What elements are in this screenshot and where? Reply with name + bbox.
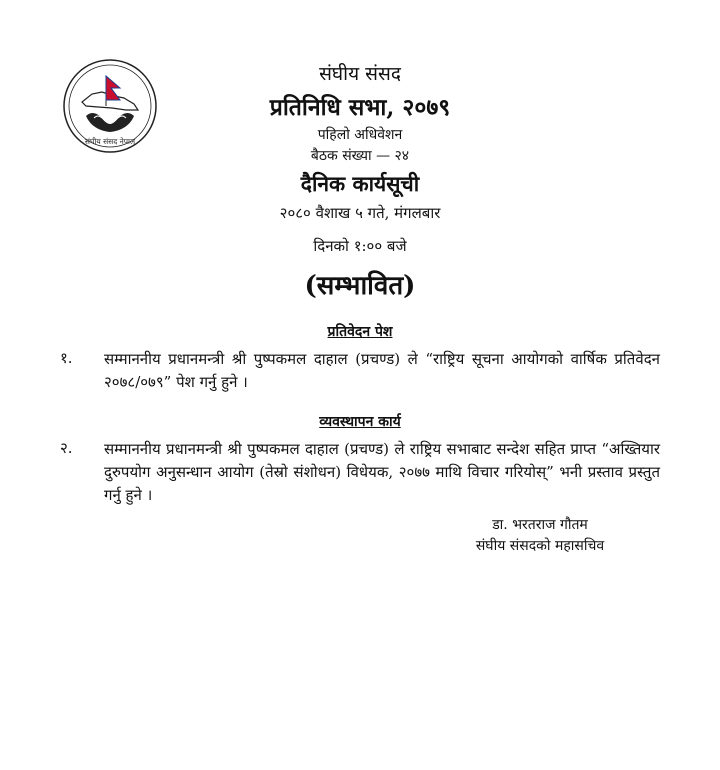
agenda-item-text: सम्माननीय प्रधानमन्त्री श्री पुष्पकमल दाहाल (प्रचण्ड) ले राष्ट्रिय सभाबाट सन्देश सहित प्राप्त “अख्तियार दुरुपयोग अनुसन्धान आयोग (तेस्रो संशोधन) विधेयक, २०७७ माथि विचार गरियोस्” भनी प्रस्ताव प्रस्तुत गर्नु हुने ।: [104, 440, 660, 504]
agenda-item-number: १.: [60, 349, 73, 367]
logo-caption: संघीय संसद नेपाल: [84, 137, 136, 146]
meeting-time: दिनको १:०० बजे: [313, 237, 407, 255]
parliament-name: संघीय संसद: [319, 63, 401, 85]
agenda-item-number: २.: [60, 439, 73, 457]
meeting-number: बैठक संख्या — २४: [310, 148, 410, 164]
agenda-title: दैनिक कार्यसूची: [300, 171, 420, 196]
parliament-emblem-icon: [62, 58, 158, 154]
signatory-title: संघीय संसदको महासचिव: [475, 538, 605, 554]
session-label: पहिलो अधिवेशन: [317, 127, 403, 143]
meeting-date: २०८० वैशाख ५ गते, मंगलबार: [279, 204, 441, 222]
section-heading-legislative-business: व्यवस्थापन कार्य: [319, 414, 401, 430]
tentative-label: (सम्भावित): [304, 271, 416, 301]
signatory-name: डा. भरतराज गौतम: [492, 517, 588, 533]
agenda-item-text: सम्माननीय प्रधानमन्त्री श्री पुष्पकमल दाहाल (प्रचण्ड) ले “राष्ट्रिय सूचना आयोगको वार्षिक प्रतिवेदन २०७८/०७९” पेश गर्नु हुने ।: [104, 350, 660, 391]
house-title: प्रतिनिधि सभा, २०७९: [269, 94, 451, 121]
section-heading-report-submission: प्रतिवेदन पेश: [327, 324, 393, 340]
